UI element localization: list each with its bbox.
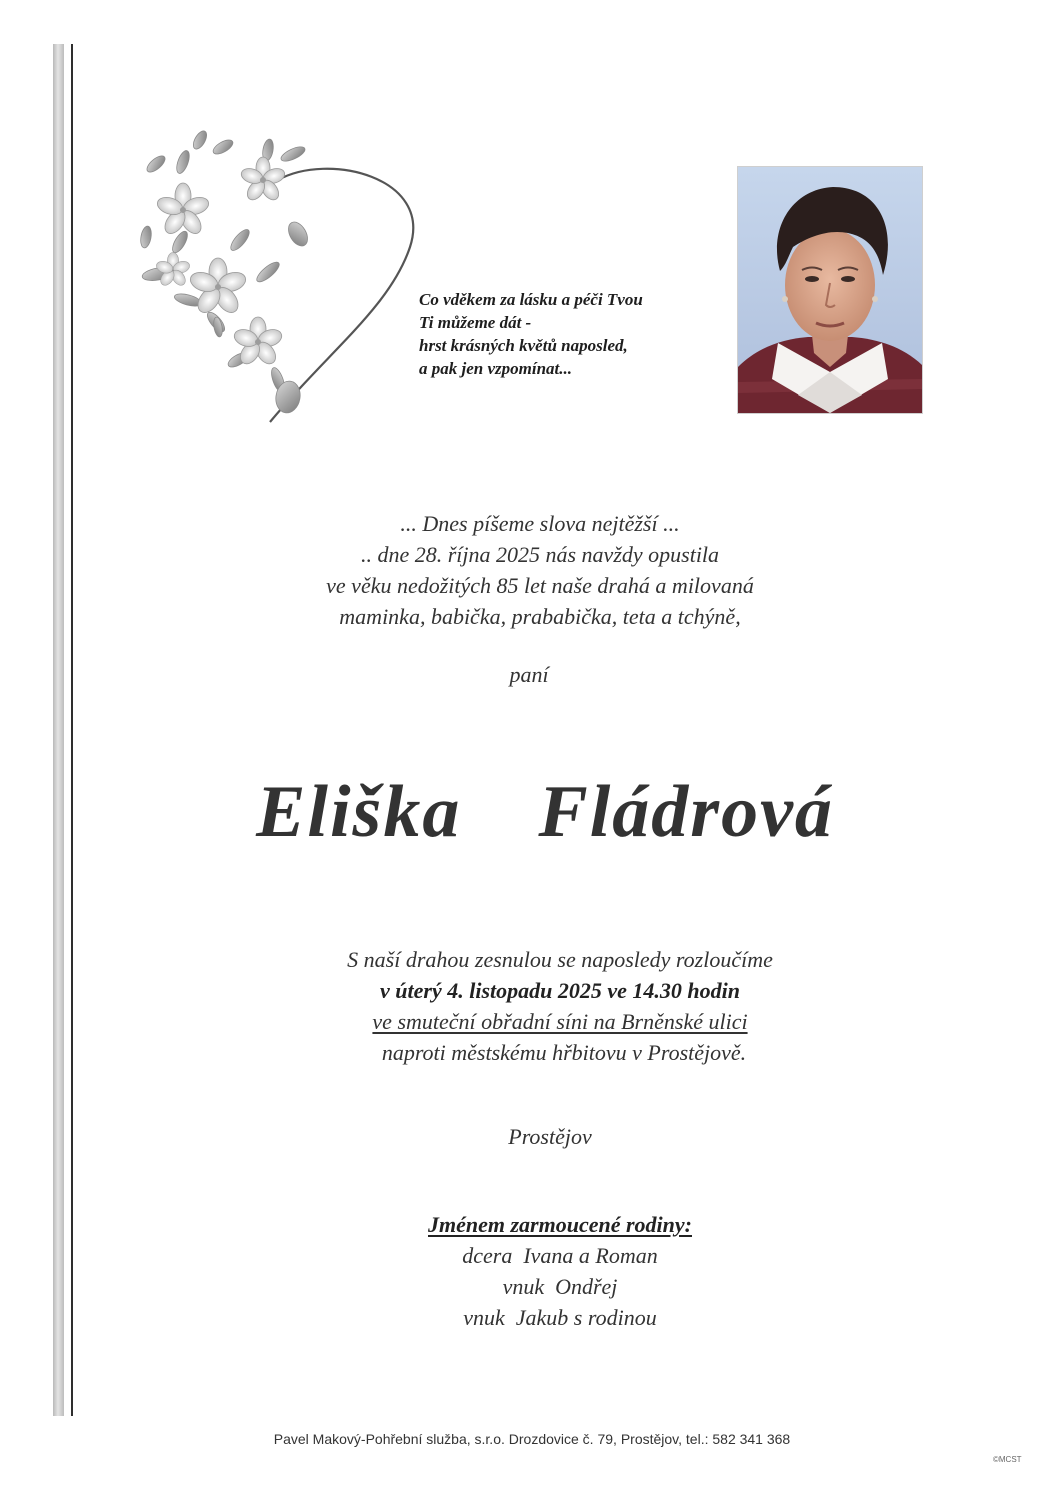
ceremony-line: S naší drahou zesnulou se naposledy rozloučíme — [347, 947, 773, 972]
memorial-poem — [419, 288, 719, 380]
family-heading: Jménem zarmoucené rodiny: — [428, 1212, 692, 1237]
poem-line: a pak jen vzpomínat... — [419, 359, 573, 378]
ceremony-venue: ve smuteční obřadní síni na Brněnské ulici — [372, 1009, 748, 1034]
corner-mark: ©MCST — [993, 1455, 1022, 1464]
ceremony-date: v úterý 4. listopadu 2025 ve 14.30 hodin — [380, 978, 740, 1003]
announcement-line: .. dne 28. října 2025 nás navždy opustila — [360, 542, 720, 567]
poem-line: Co vděkem za lásku a péči Tvou — [419, 290, 643, 309]
poem-line: Ti můžeme dát - — [419, 313, 532, 332]
ceremony-details — [200, 944, 920, 1068]
footer-contact: Pavel Makový-Pohřební služba, s.r.o. Drozdovice č. 79, Prostějov, tel.: 582 341 368 — [273, 1431, 791, 1447]
portrait-photo — [737, 166, 923, 414]
family-member: vnuk Jakub s rodinou — [463, 1305, 657, 1330]
honorific: paní — [509, 662, 549, 687]
family-member: dcera Ivana a Roman — [462, 1243, 658, 1268]
poem-line: hrst krásných květů naposled, — [419, 336, 628, 355]
announcement-text — [200, 508, 880, 632]
city: Prostějov — [508, 1124, 592, 1149]
flower-heart-icon — [128, 122, 428, 432]
announcement-line: maminka, babička, prababička, teta a tchýně, — [339, 604, 741, 629]
announcement-line: ve věku nedožitých 85 let naše drahá a milovaná — [326, 573, 754, 598]
deceased-name: Eliška Fládrová — [256, 771, 834, 853]
left-border-bar — [53, 44, 64, 1416]
family-member: vnuk Ondřej — [502, 1274, 618, 1299]
ceremony-location: naproti městskému hřbitovu v Prostějově. — [381, 1040, 747, 1065]
announcement-line: ... Dnes píšeme slova nejtěžší ... — [400, 511, 680, 536]
left-border-line — [71, 44, 73, 1416]
family-section — [300, 1209, 820, 1333]
